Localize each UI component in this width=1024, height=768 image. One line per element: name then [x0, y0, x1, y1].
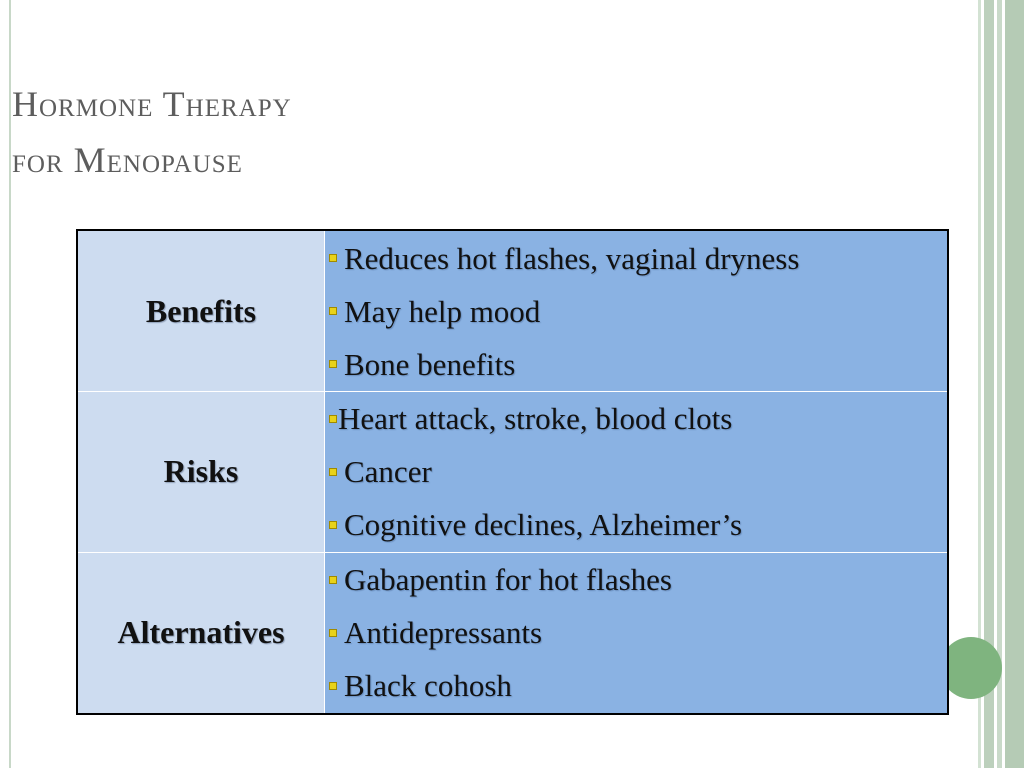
- items-cell-alternatives: [325, 552, 949, 714]
- list-item-text: May help mood: [344, 293, 541, 329]
- bullet-icon: [329, 360, 337, 368]
- category-cell-alternatives: Alternatives: [77, 552, 325, 714]
- list-item: [325, 606, 947, 659]
- bullet-icon: [329, 521, 337, 529]
- bullet-icon: [329, 254, 337, 262]
- bullet-icon: [329, 415, 337, 423]
- table-row-alternatives: [77, 552, 948, 714]
- list-item: [325, 553, 947, 606]
- list-item-text: Cancer: [344, 454, 432, 490]
- list-item-text: Black cohosh: [344, 668, 512, 704]
- list-item: [325, 659, 947, 712]
- benefits-list: [325, 232, 947, 391]
- decorative-bar: [1005, 0, 1024, 768]
- slide-title-line-2: for Menopause: [12, 140, 243, 180]
- therapy-table: [76, 229, 949, 715]
- alternatives-list: [325, 553, 947, 712]
- bullet-icon: [329, 307, 337, 315]
- slide-title-line-1: Hormone Therapy: [12, 84, 292, 124]
- list-item: [325, 285, 947, 338]
- category-cell-benefits: Benefits: [77, 230, 325, 392]
- bullet-icon: [329, 629, 337, 637]
- bullet-icon: [329, 468, 337, 476]
- table-row-benefits: [77, 230, 948, 392]
- bullet-icon: [329, 682, 337, 690]
- list-item-text: Heart attack, stroke, blood clots: [338, 401, 733, 437]
- table-row-risks: [77, 392, 948, 553]
- decorative-circle: [940, 637, 1002, 699]
- list-item-text: Reduces hot flashes, vaginal dryness: [344, 240, 800, 276]
- items-cell-benefits: [325, 230, 949, 392]
- list-item: [325, 338, 947, 391]
- list-item: [325, 392, 947, 445]
- left-decorative-rule: [9, 0, 11, 768]
- list-item-text: Cognitive declines, Alzheimer’s: [344, 507, 743, 543]
- slide-title: [12, 76, 292, 188]
- risks-list: [325, 392, 947, 551]
- list-item: [325, 445, 947, 498]
- bullet-icon: [329, 576, 337, 584]
- list-item-text: Gabapentin for hot flashes: [344, 562, 672, 598]
- list-item: [325, 232, 947, 285]
- list-item-text: Bone benefits: [344, 346, 516, 382]
- items-cell-risks: [325, 392, 949, 553]
- list-item: [325, 498, 947, 551]
- list-item-text: Antidepressants: [344, 615, 543, 651]
- category-cell-risks: Risks: [77, 392, 325, 553]
